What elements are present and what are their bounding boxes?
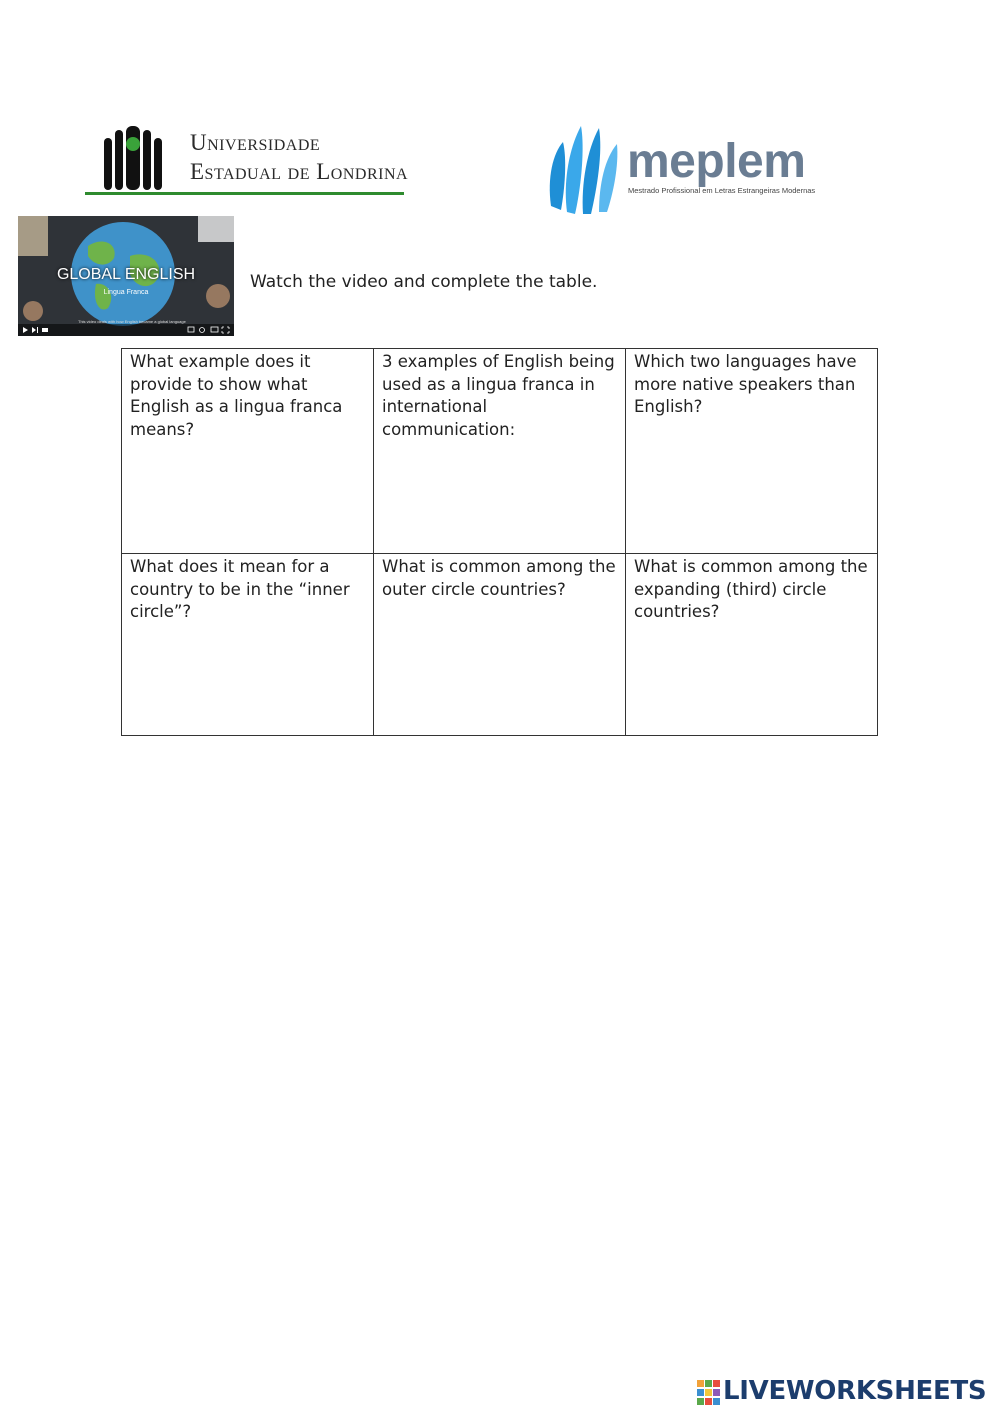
table-row bbox=[122, 554, 878, 736]
instruction-text: Watch the video and complete the table. bbox=[250, 272, 598, 292]
play-icon bbox=[23, 327, 28, 333]
captions-icon bbox=[188, 327, 194, 332]
meplem-name: meplem bbox=[627, 135, 806, 188]
uel-emblem-icon bbox=[100, 124, 180, 194]
next-icon bbox=[32, 327, 38, 333]
table-cell-question[interactable]: What does it mean for a country to be in the “inner circle”? bbox=[122, 554, 374, 736]
table-cell-question[interactable]: What example does it provide to show what English as a lingua franca means? bbox=[122, 349, 374, 554]
table-cell-question[interactable]: Which two languages have more native speakers than English? bbox=[626, 349, 878, 554]
liveworksheets-icon bbox=[697, 1380, 721, 1406]
meplem-logo bbox=[545, 118, 835, 218]
uel-underline bbox=[85, 192, 404, 195]
table-row bbox=[122, 349, 878, 554]
theater-icon bbox=[211, 327, 218, 332]
question-table bbox=[121, 348, 878, 736]
liveworksheets-logo[interactable] bbox=[697, 1376, 997, 1410]
video-controls-icons bbox=[18, 324, 234, 336]
table-cell-question[interactable]: 3 examples of English being used as a lingua franca in international communication: bbox=[374, 349, 626, 554]
video-subtitle: Lingua Franca bbox=[103, 289, 149, 296]
meplem-subtitle: Mestrado Profissional em Letras Estrangeiras Modernas bbox=[628, 186, 816, 195]
meplem-wave-icon bbox=[545, 118, 625, 218]
video-caption: This video deals with how English became a global language bbox=[78, 319, 186, 324]
fullscreen-icon bbox=[222, 327, 229, 333]
volume-icon bbox=[42, 328, 48, 332]
liveworksheets-brand: LIVEWORKSHEETS bbox=[723, 1376, 987, 1406]
video-thumbnail[interactable] bbox=[18, 216, 234, 336]
table-cell-question[interactable]: What is common among the outer circle countries? bbox=[374, 554, 626, 736]
video-title: GLOBAL ENGLISH bbox=[56, 266, 196, 283]
uel-name-line2: Estadual de Londrina bbox=[190, 159, 409, 184]
table-cell-question[interactable]: What is common among the expanding (third) circle countries? bbox=[626, 554, 878, 736]
uel-logo bbox=[100, 124, 410, 200]
video-controls[interactable] bbox=[18, 324, 234, 336]
settings-icon bbox=[200, 328, 205, 333]
uel-name-line1: Universidade bbox=[190, 130, 321, 155]
